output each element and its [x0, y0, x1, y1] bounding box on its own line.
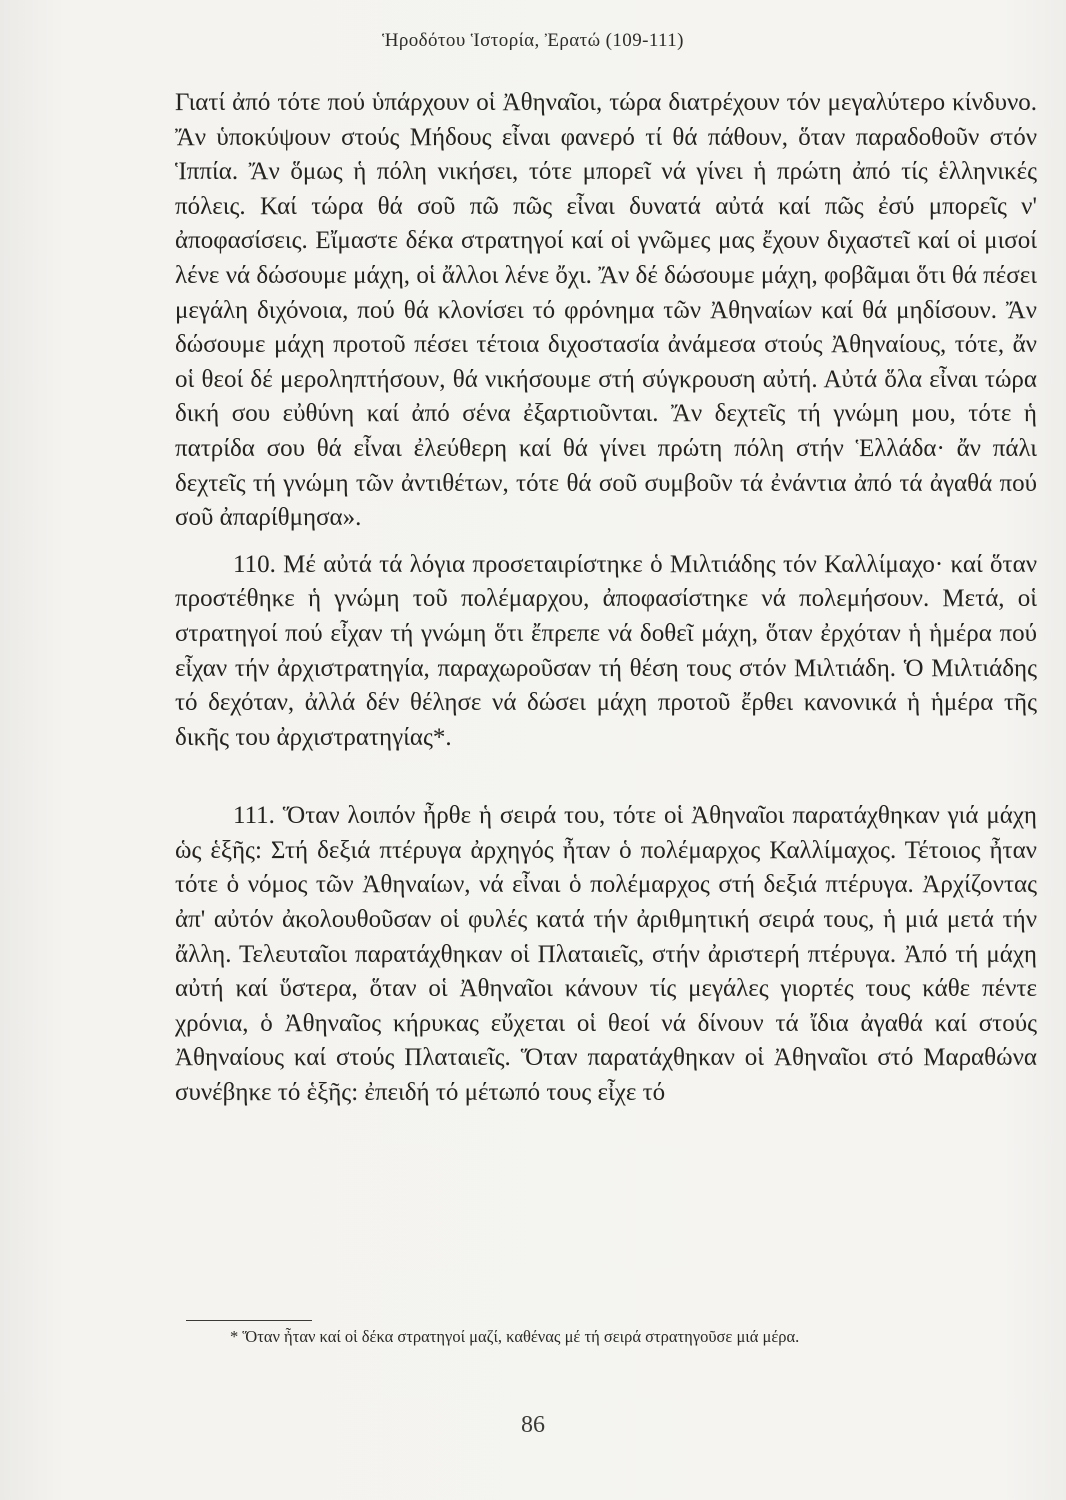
paragraph-111: 111. Ὅταν λοιπόν ἦρθε ἡ σειρά του, τότε οἱ Ἀθηναῖοι παρατάχθηκαν γιά μάχη ὡς ἑξῆς: Στή δεξιά πτέρυγα ἀρχηγός ἦταν ὁ πολέμαρχος Καλλίμαχος. Τέτοιος ἦταν τότε ὁ νόμος τῶν Ἀθηναίων, νά εἶναι ὁ πολέμαρχος στή δεξιά πτέρυγα. Ἀρχίζοντας ἀπ' αὐτόν ἀκολουθοῦσαν οἱ φυλές κατά τήν ἀριθμητική σειρά τους, ἡ μιά μετά τήν ἄλλη. Τελευταῖοι παρατάχθηκαν οἱ Πλαταιεῖς, στήν ἀριστερή πτέρυγα. Ἀπό τή μάχη αὐτή καί ὕστερα, ὅταν οἱ Ἀθηναῖοι κάνουν τίς μεγάλες γιορτές τους κάθε πέντε χρόνια, ὁ Ἀθηναῖος κήρυκας εὔχεται οἱ θεοί νά δίνουν τά ἴδια ἀγαθά καί στούς Ἀθηναίους καί στούς Πλαταιεῖς. Ὅταν παρατάχθηκαν οἱ Ἀθηναῖοι στό Μαραθώνα συνέβηκε τό ἑξῆς: ἐπειδή τό μέτωπό τους εἶχε τό	[175, 802, 1037, 1107]
body-text	[175, 86, 1037, 1111]
running-head: Ἡροδότου Ἱστορία, Ἐρατώ (109-111)	[382, 30, 684, 51]
paragraph-110: 110. Μέ αὐτά τά λόγια προσεταιρίστηκε ὁ Μιλτιάδης τόν Καλλίμαχο· καί ὅταν προστέθηκε ἡ γνώμη τοῦ πολέμαρχου, ἀποφασίστηκε νά πολεμήσουν. Μετά, οἱ στρατηγοί πού εἶχαν τή γνώμη ὅτι ἔπρεπε νά δοθεῖ μάχη, ὅταν ἐρχόταν ἡ ἡμέρα πού εἶχαν τήν ἀρχιστρατηγία, παραχωροῦσαν τή θέση τους στόν Μιλτιάδη. Ὁ Μιλτιάδης τό δεχόταν, ἀλλά δέν θέλησε νά δώσει μάχη προτοῦ ἔρθει κανονικά ἡ ἡμέρα τῆς δικῆς του ἀρχιστρατηγίας*.	[175, 550, 1037, 751]
paragraph-continuation: Γιατί ἀπό τότε πού ὑπάρχουν οἱ Ἀθηναῖοι, τώρα διατρέχουν τόν μεγαλύτερο κίνδυνο. Ἄν ὑποκύψουν στούς Μήδους εἶναι φανερό τί θά πάθουν, ὅταν παραδοθοῦν στόν Ἱππία. Ἄν ὅμως ἡ πόλη νικήσει, τότε μπορεῖ νά γίνει ἡ πρώτη ἀπό τίς ἑλληνικές πόλεις. Καί τώρα θά σοῦ πῶ πῶς εἶναι δυνατά αὐτά καί πῶς ἐσύ μπορεῖς ν' ἀποφασίσεις. Εἴμαστε δέκα στρατηγοί καί οἱ γνῶμες μας ἔχουν διχαστεῖ καί οἱ μισοί λένε νά δώσουμε μάχη, οἱ ἄλλοι λένε ὄχι. Ἄν δέ δώσουμε μάχη, φοβᾶμαι ὅτι θά πέσει μεγάλη διχόνοια, πού θά κλονίσει τό φρόνημα τῶν Ἀθηναίων καί θά μηδίσουν. Ἄν δώσουμε μάχη προτοῦ πέσει τέτοια διχοστασία ἀνάμεσα στούς Ἀθηναίους, τότε, ἄν οἱ θεοί δέ μεροληπτήσουν, θά νικήσουμε στή σύγκρουση αὐτή. Αὐτά ὅλα εἶναι τώρα δική σου εὐθύνη καί ἀπό σένα ἐξαρτιοῦνται. Ἄν δεχτεῖς τή γνώμη μου, τότε ἡ πατρίδα σου θά εἶναι ἐλεύθερη καί θά γίνει πρώτη πόλη στήν Ἑλλάδα· ἄν πάλι δεχτεῖς τή γνώμη τῶν ἀντιθέτων, τότε θά σοῦ συμβοῦν τά ἐνάντια ἀπό τά ἀγαθά πού σοῦ ἀπαρίθμησα».	[175, 89, 1037, 532]
footnote: * Ὅταν ἦταν καί οἱ δέκα στρατηγοί μαζί, καθένας μέ τή σειρά στρατηγοῦσε μιά μέρα.	[230, 1327, 800, 1346]
page-number: 86	[521, 1412, 545, 1438]
